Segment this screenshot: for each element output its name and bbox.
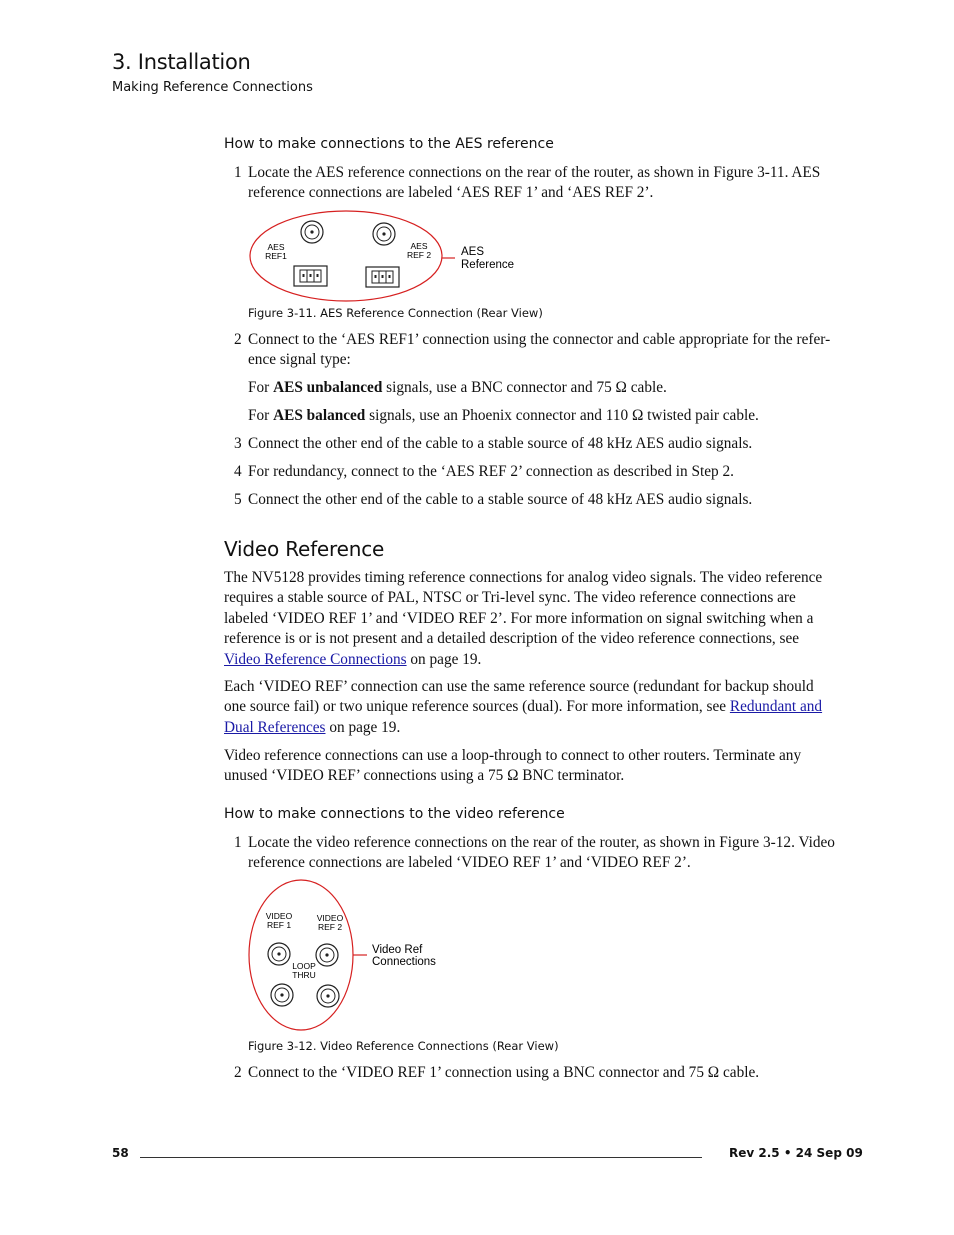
aes-step-4	[234, 462, 734, 482]
video-reference-heading: Video Reference	[224, 537, 385, 561]
note-bold: AES balanced	[273, 407, 366, 424]
video-paragraph-1	[224, 568, 822, 670]
note-bold: AES unbalanced	[273, 379, 383, 396]
paragraph-line: Video reference connections can use a loop-through to connect to other routers. Terminate any	[224, 747, 802, 764]
figure-caption: Figure 3-12. Video Reference Connections (Rear View)	[248, 1039, 559, 1053]
video-step-1	[234, 833, 835, 874]
step-number: 4	[234, 463, 242, 480]
step-text-line: Connect the other end of the cable to a stable source of 48 kHz AES audio signals.	[248, 491, 753, 508]
phoenix-connector-icon	[294, 266, 327, 286]
footer-divider	[140, 1157, 702, 1158]
loop-thru-label: THRU	[292, 970, 316, 980]
step-text-line: ence signal type:	[248, 351, 351, 369]
aes-ref1-label: AES	[267, 242, 285, 252]
chapter-title: 3. Installation	[112, 50, 251, 74]
step-number: 5	[234, 491, 242, 508]
paragraph-line: unused ‘VIDEO REF’ connections using a 75 Ω BNC terminator.	[224, 767, 625, 785]
step-text-line: Connect to the ‘AES REF1’ connection using the connector and cable appropriate for the refer-	[248, 331, 831, 348]
video-ref2-label: VIDEO	[316, 913, 344, 923]
video-ref1-label: REF 1	[266, 920, 292, 930]
aes-step-2	[234, 330, 831, 371]
revision-label: Rev 2.5 • 24 Sep 09	[729, 1146, 863, 1160]
video-subheading: How to make connections to the video reference	[224, 806, 565, 822]
aes-unbalanced-note	[248, 378, 667, 398]
bnc-connector-icon	[301, 221, 323, 243]
redundant-dual-references-link[interactable]: Redundant and	[729, 698, 823, 716]
aes-ref2-label: AES	[410, 241, 428, 251]
bnc-connector-icon	[271, 984, 293, 1006]
redundant-dual-references-link[interactable]: Dual References	[224, 718, 326, 736]
phoenix-connector-icon	[366, 267, 399, 287]
aes-ref2-label: REF 2	[406, 250, 432, 260]
paragraph-line	[224, 718, 822, 738]
paragraph-line: requires a stable source of PAL, NTSC or Tri-level sync. The video reference connections are	[224, 589, 796, 607]
video-paragraph-3	[224, 746, 801, 787]
step-text-line: reference connections are labeled ‘VIDEO REF 1’ and ‘VIDEO REF 2’.	[248, 854, 691, 872]
step-number: 2	[234, 331, 242, 348]
aes-reference-diagram	[245, 208, 535, 308]
aes-ref1-label: REF1	[265, 251, 287, 261]
aes-step-3	[234, 434, 753, 454]
note-text: For	[248, 407, 274, 424]
paragraph-text: on page 19.	[325, 718, 401, 736]
figure-caption: Figure 3-11. AES Reference Connection (Rear View)	[248, 306, 543, 320]
paragraph-line: The NV5128 provides timing reference connections for analog video signals. The video reference	[224, 569, 823, 586]
step-text-line: For redundancy, connect to the ‘AES REF 2’ connection as described in Step 2.	[248, 463, 734, 480]
note-text: signals, use a BNC connector and 75 Ω cable.	[382, 379, 667, 396]
callout-ellipse	[249, 880, 353, 1030]
step-number: 1	[234, 834, 242, 851]
bnc-connector-icon	[317, 985, 339, 1007]
step-text-line: Locate the AES reference connections on the rear of the router, as shown in Figure 3-11. AES	[248, 164, 821, 181]
paragraph-text: on page 19.	[406, 650, 482, 668]
paragraph-line: reference is or is not present and a detailed description of the video reference connections, see	[224, 630, 800, 648]
aes-callout-label: AES	[461, 246, 485, 258]
step-number: 2	[234, 1064, 242, 1081]
step-text-line: reference connections are labeled ‘AES REF 1’ and ‘AES REF 2’.	[248, 184, 654, 202]
aes-step-5	[234, 490, 753, 510]
aes-balanced-note	[248, 406, 759, 426]
video-callout-label: Connections	[372, 956, 436, 968]
paragraph-line	[224, 697, 822, 717]
video-ref2-label: REF 2	[317, 922, 343, 932]
step-number: 1	[234, 164, 242, 181]
step-text-line: Connect the other end of the cable to a stable source of 48 kHz AES audio signals.	[248, 435, 753, 452]
paragraph-line: labeled ‘VIDEO REF 1’ and ‘VIDEO REF 2’. For more information on signal switching when a	[224, 609, 814, 627]
loop-thru-label: LOOP	[292, 961, 316, 971]
page-number: 58	[112, 1146, 129, 1160]
video-step-2	[234, 1063, 760, 1083]
video-ref1-label: VIDEO	[265, 911, 293, 921]
section-title: Making Reference Connections	[112, 80, 313, 95]
aes-subheading: How to make connections to the AES reference	[224, 136, 554, 152]
note-text: For	[248, 379, 274, 396]
video-reference-diagram	[245, 878, 465, 1036]
video-callout-label: Video Ref	[372, 944, 423, 956]
paragraph-line: Each ‘VIDEO REF’ connection can use the same reference source (redundant for backup should	[224, 678, 814, 695]
note-text: signals, use an Phoenix connector and 110 Ω twisted pair cable.	[365, 407, 759, 424]
paragraph-line	[224, 650, 822, 670]
step-number: 3	[234, 435, 242, 452]
video-paragraph-2	[224, 677, 822, 738]
step-text-line: Connect to the ‘VIDEO REF 1’ connection using a BNC connector and 75 Ω cable.	[248, 1064, 760, 1081]
bnc-connector-icon	[268, 943, 290, 965]
bnc-connector-icon	[373, 223, 395, 245]
bnc-connector-icon	[316, 944, 338, 966]
paragraph-text: one source fail) or two unique reference sources (dual). For more information, see	[224, 698, 730, 716]
aes-callout-label: Reference	[461, 259, 515, 271]
aes-step-1	[234, 163, 821, 204]
step-text-line: Locate the video reference connections on the rear of the router, as shown in Figure 3-12. Video	[248, 834, 835, 851]
video-reference-connections-link[interactable]: Video Reference Connections	[224, 650, 407, 668]
